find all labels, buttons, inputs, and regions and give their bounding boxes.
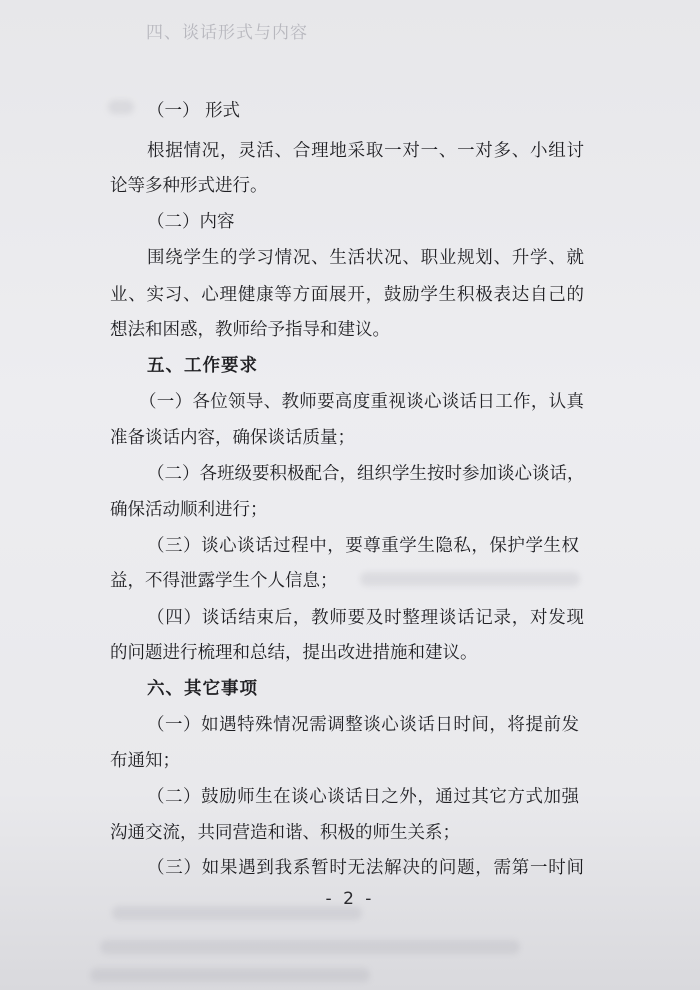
section-form-title: （一） 形式 xyxy=(147,101,241,121)
page-number: - 2 - xyxy=(325,889,375,909)
bleed-smudge xyxy=(100,940,520,954)
body-line: 沟通交流，共同营造和谐、积极的师生关系； xyxy=(110,823,460,843)
body-line: 益，不得泄露学生个人信息； xyxy=(110,571,338,591)
body-line: 确保活动顺利进行； xyxy=(110,500,268,520)
body-line: （三）谈心谈话过程中，要尊重学生隐私，保护学生权 xyxy=(147,536,579,556)
bleed-through-header: 四、谈话形式与内容 xyxy=(146,23,308,43)
body-line: 论等多种形式进行。 xyxy=(110,176,268,196)
section-content-title: （二）内容 xyxy=(147,212,235,232)
bleed-smudge xyxy=(90,968,370,982)
body-line: 的问题进行梳理和总结，提出改进措施和建议。 xyxy=(110,643,478,663)
body-line: 围绕学生的学习情况、生活状况、职业规划、升学、就 xyxy=(147,248,584,268)
bleed-smudge xyxy=(108,100,134,114)
body-line: 布通知； xyxy=(110,751,180,771)
body-line: 根据情况，灵活、合理地采取一对一、一对多、小组讨 xyxy=(147,141,584,161)
body-line: （三）如果遇到我系暂时无法解决的问题，需第一时间 xyxy=(147,858,584,878)
body-line: 准备谈话内容，确保谈话质量； xyxy=(110,428,355,448)
body-line: （一）各位领导、教师要高度重视谈心谈话日工作，认真 xyxy=(139,392,584,412)
body-line: （一）如遇特殊情况需调整谈心谈话日时间，将提前发 xyxy=(147,715,579,735)
body-line: （二）鼓励师生在谈心谈话日之外，通过其它方式加强 xyxy=(147,787,579,807)
body-line: （二）各班级要积极配合，组织学生按时参加谈心谈话， xyxy=(147,464,585,484)
section-five-title: 五、工作要求 xyxy=(147,356,258,376)
body-line: （四）谈话结束后，教师要及时整理谈话记录，对发现 xyxy=(147,608,584,628)
body-line: 想法和困惑，教师给予指导和建议。 xyxy=(110,320,390,340)
body-line: 业、实习、心理健康等方面展开，鼓励学生积极表达自己的 xyxy=(110,285,584,305)
section-six-title: 六、其它事项 xyxy=(147,679,258,699)
